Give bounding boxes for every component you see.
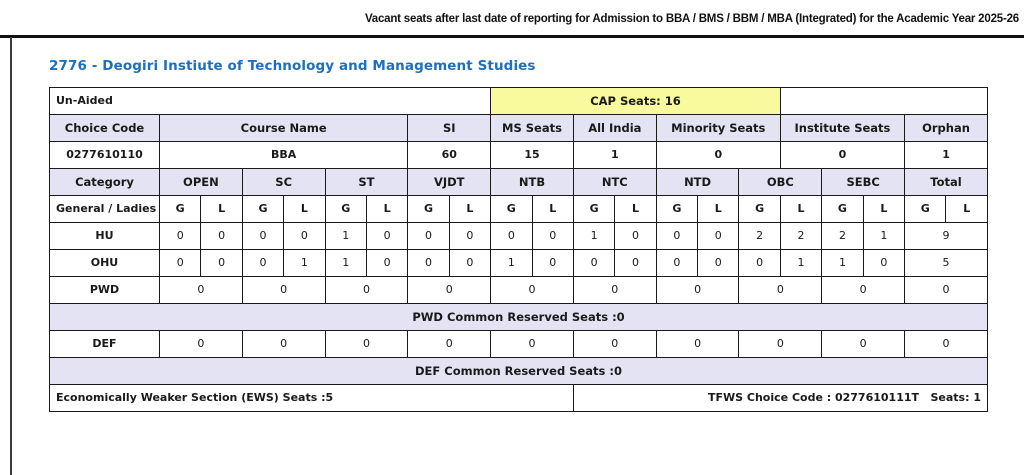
si-cell: 60 <box>408 142 491 169</box>
seat-cell: 0 <box>366 223 407 250</box>
g-header: G <box>739 196 780 223</box>
seat-cell: 0 <box>656 331 739 358</box>
page-left-border <box>10 37 12 475</box>
col-header-ntb: NTB <box>491 169 574 196</box>
seat-cell: 0 <box>491 223 532 250</box>
l-header: L <box>284 196 325 223</box>
col-header-sc: SC <box>242 169 325 196</box>
l-header: L <box>201 196 242 223</box>
seat-cell: 1 <box>284 250 325 277</box>
seat-cell: 0 <box>739 331 822 358</box>
ews-tfws-row <box>50 385 988 412</box>
pwd-common-cell: PWD Common Reserved Seats :0 <box>50 304 988 331</box>
col-header-total: Total <box>905 169 988 196</box>
aid-status-row <box>50 88 988 115</box>
seat-cell: 0 <box>739 250 780 277</box>
gl-header-row <box>50 196 988 223</box>
hu-total-cell: 9 <box>905 223 988 250</box>
col-header-st: ST <box>325 169 408 196</box>
g-header: G <box>242 196 283 223</box>
orphan-cell: 1 <box>905 142 988 169</box>
seat-cell: 1 <box>573 223 614 250</box>
col-header-choice-code: Choice Code <box>50 115 160 142</box>
seat-cell: 0 <box>573 277 656 304</box>
vacant-seats-table <box>49 87 988 412</box>
col-header-minority-seats: Minority Seats <box>656 115 780 142</box>
seat-cell: 0 <box>160 250 201 277</box>
seat-cell: 0 <box>532 250 573 277</box>
seat-cell: 1 <box>780 250 821 277</box>
seat-cell: 0 <box>739 277 822 304</box>
col-header-sebc: SEBC <box>822 169 905 196</box>
seat-cell: 0 <box>284 223 325 250</box>
g-header: G <box>573 196 614 223</box>
seat-cell: 0 <box>201 250 242 277</box>
ohu-total-cell: 5 <box>905 250 988 277</box>
seat-cell: 0 <box>905 331 988 358</box>
category-header-row <box>50 169 988 196</box>
def-row <box>50 331 988 358</box>
l-header: L <box>698 196 739 223</box>
seat-cell: 0 <box>698 223 739 250</box>
seat-cell: 1 <box>325 223 366 250</box>
row-label-pwd: PWD <box>50 277 160 304</box>
col-header-open: OPEN <box>160 169 243 196</box>
seat-cell: 0 <box>366 250 407 277</box>
l-header: L <box>449 196 490 223</box>
col-header-ms-seats: MS Seats <box>491 115 574 142</box>
minority-seats-cell: 0 <box>656 142 780 169</box>
seat-cell: 0 <box>201 223 242 250</box>
row-label-ohu: OHU <box>50 250 160 277</box>
seat-cell: 0 <box>160 331 243 358</box>
all-india-cell: 1 <box>573 142 656 169</box>
seat-cell: 0 <box>905 277 988 304</box>
col-header-vjdt: VJDT <box>408 169 491 196</box>
col-header-all-india: All India <box>573 115 656 142</box>
g-header: G <box>656 196 697 223</box>
seat-cell: 0 <box>242 250 283 277</box>
pwd-common-row <box>50 304 988 331</box>
def-common-cell: DEF Common Reserved Seats :0 <box>50 358 988 385</box>
empty-cell <box>780 88 987 115</box>
seat-cell: 0 <box>573 331 656 358</box>
col-header-ntd: NTD <box>656 169 739 196</box>
gl-label-cell: General / Ladies <box>50 196 160 223</box>
seat-cell: 0 <box>615 250 656 277</box>
seat-cell: 1 <box>491 250 532 277</box>
seat-cell: 0 <box>698 250 739 277</box>
institute-title: 2776 - Deogiri Instiute of Technology and Management Studies <box>49 58 536 74</box>
seat-cell: 0 <box>822 277 905 304</box>
col-header-institute-seats: Institute Seats <box>780 115 904 142</box>
hu-row <box>50 223 988 250</box>
ohu-row <box>50 250 988 277</box>
ews-seats-cell: Economically Weaker Section (EWS) Seats :5 <box>50 385 574 412</box>
report-header: Vacant seats after last date of reporting for Admission to BBA / BMS / BBM / MBA (Integrated) for the Academic Year 2025-26 <box>364 13 1019 25</box>
pwd-row <box>50 277 988 304</box>
l-header: L <box>532 196 573 223</box>
aid-status-cell: Un-Aided <box>50 88 491 115</box>
g-header: G <box>325 196 366 223</box>
col-header-course-name: Course Name <box>160 115 408 142</box>
l-header: L <box>946 196 988 223</box>
l-header: L <box>615 196 656 223</box>
seat-cell: 0 <box>325 331 408 358</box>
seat-cell: 0 <box>160 223 201 250</box>
seat-cell: 0 <box>408 250 449 277</box>
choice-code-cell: 0277610110 <box>50 142 160 169</box>
seat-cell: 2 <box>739 223 780 250</box>
row-label-hu: HU <box>50 223 160 250</box>
row-label-def: DEF <box>50 331 160 358</box>
seat-cell: 0 <box>573 250 614 277</box>
ms-seats-cell: 15 <box>491 142 574 169</box>
course-name-cell: BBA <box>160 142 408 169</box>
header-divider <box>0 35 1024 38</box>
col-header-si: SI <box>408 115 491 142</box>
seat-cell: 0 <box>491 331 574 358</box>
seat-cell: 1 <box>822 250 863 277</box>
seat-cell: 0 <box>656 277 739 304</box>
seat-cell: 0 <box>408 277 491 304</box>
seat-cell: 2 <box>780 223 821 250</box>
seat-cell: 0 <box>822 331 905 358</box>
seat-cell: 1 <box>325 250 366 277</box>
col-header-category: Category <box>50 169 160 196</box>
tfws-choice-code-cell: TFWS Choice Code : 0277610111T Seats: 1 <box>573 385 987 412</box>
seat-cell: 0 <box>615 223 656 250</box>
seat-cell: 0 <box>325 277 408 304</box>
seat-cell: 0 <box>408 223 449 250</box>
seat-cell: 0 <box>408 331 491 358</box>
seat-cell: 0 <box>656 223 697 250</box>
g-header: G <box>822 196 863 223</box>
seat-cell: 0 <box>242 331 325 358</box>
seat-cell: 0 <box>160 277 243 304</box>
g-header: G <box>491 196 532 223</box>
g-header: G <box>408 196 449 223</box>
seat-cell: 1 <box>863 223 904 250</box>
seat-cell: 0 <box>449 250 490 277</box>
seat-cell: 0 <box>656 250 697 277</box>
l-header: L <box>863 196 904 223</box>
seat-cell: 2 <box>822 223 863 250</box>
l-header: L <box>366 196 407 223</box>
col-header-obc: OBC <box>739 169 822 196</box>
seat-cell: 0 <box>863 250 904 277</box>
cap-seats-cell: CAP Seats: 16 <box>491 88 781 115</box>
col-header-ntc: NTC <box>573 169 656 196</box>
seat-cell: 0 <box>532 223 573 250</box>
institute-seats-cell: 0 <box>780 142 904 169</box>
col-header-orphan: Orphan <box>905 115 988 142</box>
seat-cell: 0 <box>242 277 325 304</box>
g-header: G <box>905 196 946 223</box>
l-header: L <box>780 196 821 223</box>
seat-cell: 0 <box>491 277 574 304</box>
seat-cell: 0 <box>449 223 490 250</box>
def-common-row <box>50 358 988 385</box>
course-values-row <box>50 142 988 169</box>
seat-cell: 0 <box>242 223 283 250</box>
g-header: G <box>160 196 201 223</box>
course-header-row <box>50 115 988 142</box>
